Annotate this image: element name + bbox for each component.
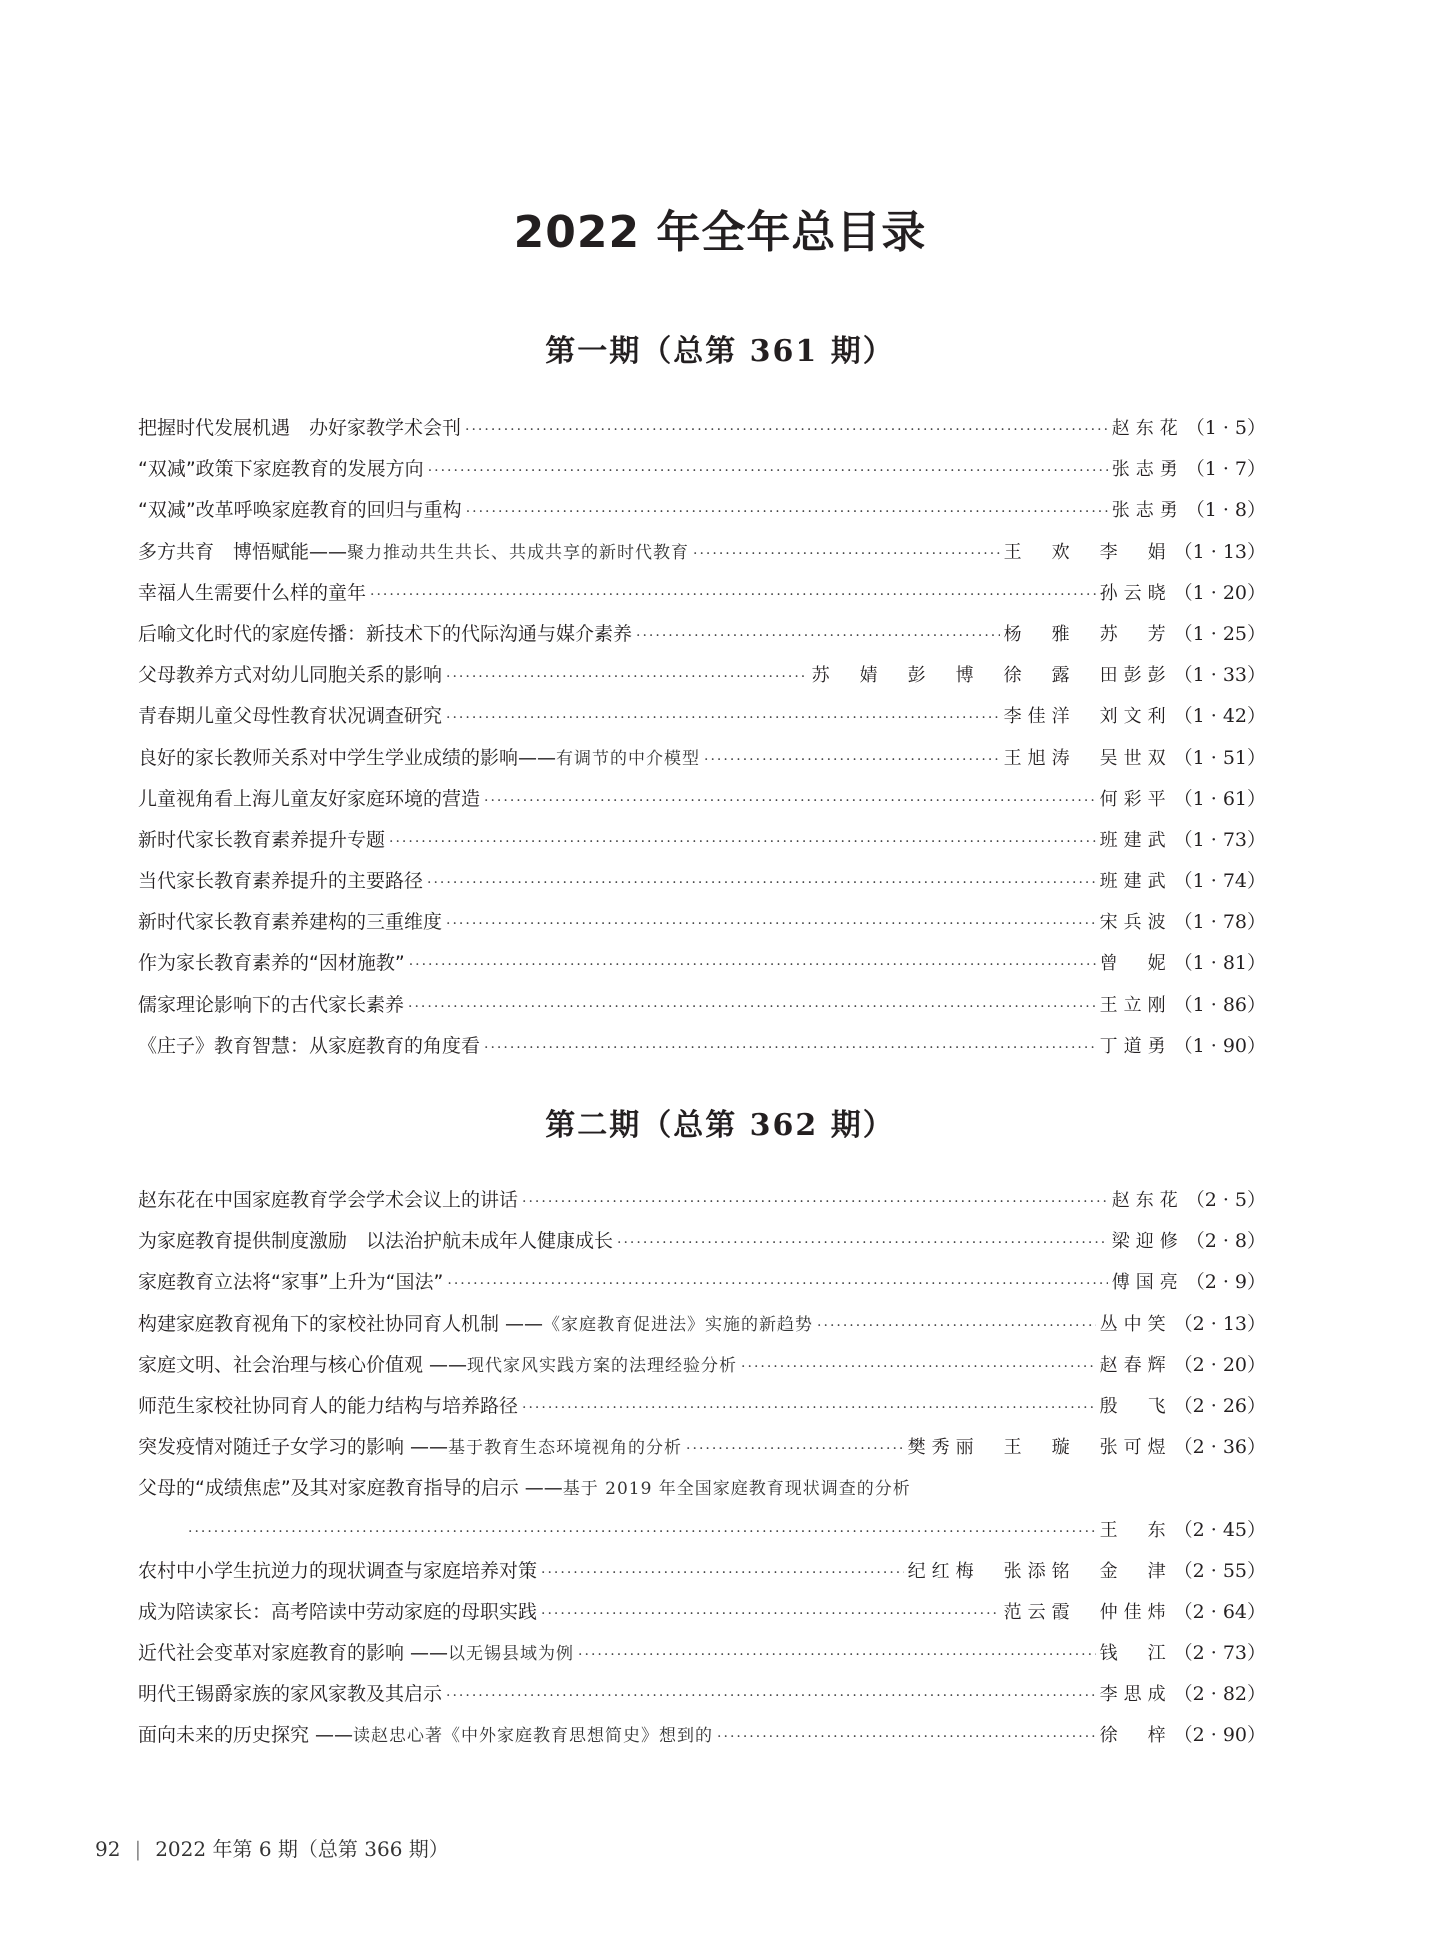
entry-page-ref: （2 · 73）	[1173, 1642, 1266, 1665]
entry-page-ref: （1 · 42）	[1173, 705, 1266, 728]
section-issue-2	[0, 1104, 1440, 1148]
entry-author: 丁道勇	[1099, 1035, 1172, 1057]
entry-author: 李佳洋 刘文利	[1003, 706, 1172, 728]
toc-entry	[138, 820, 1266, 861]
toc-entry	[138, 1427, 1266, 1468]
toc-entry	[138, 1345, 1266, 1386]
entry-subtitle: 现代家风实践方案的法理经验分析	[467, 1355, 738, 1376]
entry-title: 成为陪读家长：高考陪读中劳动家庭的母职实践	[138, 1600, 538, 1623]
toc-entry	[138, 1386, 1266, 1427]
entry-subtitle: 《家庭教育促进法》实施的新趋势	[543, 1314, 814, 1335]
entry-page-ref: （1 · 86）	[1173, 993, 1266, 1016]
entry-subtitle: 读赵忠心著《中外家庭教育思想简史》想到的	[353, 1726, 714, 1747]
entry-page-ref: （1 · 73）	[1173, 828, 1266, 851]
toc-entry	[138, 1026, 1266, 1067]
toc-entry	[138, 449, 1266, 490]
entry-author: 范云霞 仲佳炜	[1003, 1601, 1172, 1623]
toc-list-issue-2	[138, 1180, 1266, 1757]
entry-title: 新时代家长教育素养建构的三重维度	[138, 911, 443, 934]
section-title: 第一期（总第 361 期）	[545, 334, 895, 369]
entry-author: 孙云晓	[1099, 582, 1172, 604]
entry-title: 幸福人生需要什么样的童年	[138, 581, 367, 604]
entry-title: “双减”政策下家庭教育的发展方向	[138, 458, 424, 481]
entry-title: 《庄子》教育智慧：从家庭教育的角度看	[138, 1034, 481, 1057]
entry-author: 何彩平	[1099, 788, 1172, 810]
entry-page-ref: （2 · 45）	[1173, 1518, 1266, 1541]
entry-page-ref: （1 · 8）	[1185, 499, 1266, 522]
entry-title: 当代家长教育素养提升的主要路径	[138, 870, 424, 893]
toc-entry	[138, 408, 1266, 449]
entry-title: 良好的家长教师关系对中学生学业成绩的影响——	[138, 746, 557, 769]
entry-author: 班建武	[1099, 829, 1172, 851]
entry-page-ref: （1 · 25）	[1173, 622, 1266, 645]
entry-page-ref: （1 · 78）	[1173, 911, 1266, 934]
entry-title: 后喻文化时代的家庭传播：新技术下的代际沟通与媒介素养	[138, 622, 633, 645]
leader-dots	[446, 904, 1096, 945]
toc-entry	[138, 1262, 1266, 1303]
leader-dots	[693, 534, 1000, 575]
entry-author: 班建武	[1099, 871, 1172, 893]
toc-entry	[138, 943, 1266, 984]
toc-list-issue-1	[138, 408, 1266, 1067]
leader-dots	[188, 1512, 1096, 1553]
entry-author: 赵春辉	[1099, 1354, 1172, 1376]
entry-author: 王 东	[1099, 1519, 1172, 1541]
entry-page-ref: （2 · 55）	[1173, 1559, 1266, 1582]
toc-entry	[138, 738, 1266, 779]
entry-page-ref: （2 · 82）	[1173, 1683, 1266, 1706]
section-issue-1	[0, 330, 1440, 374]
toc-entry	[138, 614, 1266, 655]
entry-author: 赵东花	[1111, 418, 1184, 439]
entry-subtitle: 有调节的中介模型	[556, 748, 701, 769]
entry-author: 赵东花	[1111, 1190, 1184, 1211]
entry-page-ref: （2 · 20）	[1173, 1353, 1266, 1376]
leader-dots	[447, 1264, 1107, 1305]
entry-page-ref: （2 · 36）	[1173, 1436, 1266, 1459]
toc-entry	[138, 573, 1266, 614]
entry-page-ref: （1 · 74）	[1173, 870, 1266, 893]
entry-page-ref: （1 · 51）	[1173, 746, 1266, 769]
toc-entry	[138, 1180, 1266, 1221]
leader-dots	[446, 1676, 1096, 1717]
toc-entry	[138, 1715, 1266, 1756]
entry-author: 李思成	[1099, 1684, 1172, 1706]
entry-title: 多方共育 博悟赋能——	[138, 540, 348, 563]
entry-author: 徐 梓	[1099, 1725, 1172, 1747]
entry-title: 赵东花在中国家庭教育学会学术会议上的讲话	[138, 1189, 519, 1211]
entry-author: 丛中笑	[1099, 1313, 1172, 1335]
leader-dots	[465, 410, 1108, 451]
entry-page-ref: （2 · 9）	[1185, 1271, 1266, 1294]
leader-dots	[522, 1182, 1108, 1223]
entry-title: 儒家理论影响下的古代家长素养	[138, 993, 405, 1016]
toc-entry	[138, 1304, 1266, 1345]
entry-subtitle: 聚力推动共生共长、共成共享的新时代教育	[347, 542, 690, 563]
leader-dots	[370, 575, 1096, 616]
entry-author: 杨 雅 苏 芳	[1003, 623, 1172, 645]
entry-title: 为家庭教育提供制度激励 以法治护航未成年人健康成长	[138, 1230, 614, 1253]
leader-dots	[636, 616, 1000, 657]
toc-entry	[138, 902, 1266, 943]
entry-author: 傅国亮	[1111, 1272, 1184, 1294]
section-title: 第二期（总第 362 期）	[545, 1108, 895, 1143]
entry-author: 张志勇	[1111, 500, 1184, 522]
entry-page-ref: （2 · 5）	[1185, 1189, 1266, 1211]
entry-page-ref: （2 · 64）	[1173, 1600, 1266, 1623]
entry-author: 宋兵波	[1099, 912, 1172, 934]
leader-dots	[578, 1635, 1096, 1676]
footer-issue: 2022 年第 6 期（总第 366 期）	[155, 1837, 449, 1861]
entry-page-ref: （1 · 13）	[1173, 540, 1266, 563]
leader-dots	[717, 1717, 1096, 1758]
entry-title: 面向未来的历史探究 ——	[138, 1724, 354, 1747]
leader-dots	[409, 945, 1096, 986]
leader-dots	[389, 822, 1096, 863]
entry-title: 农村中小学生抗逆力的现状调查与家庭培养对策	[138, 1559, 538, 1582]
leader-dots	[446, 698, 1000, 739]
leader-dots	[741, 1347, 1096, 1388]
entry-page-ref: （1 · 81）	[1173, 952, 1266, 975]
entry-author: 钱 江	[1099, 1643, 1172, 1665]
entry-subtitle: 基于教育生态环境视角的分析	[448, 1438, 683, 1459]
toc-entry	[138, 779, 1266, 820]
page-footer	[95, 1834, 449, 1864]
leader-dots	[408, 987, 1096, 1028]
toc-entry	[138, 1592, 1266, 1633]
leader-dots	[446, 657, 808, 698]
entry-title: 家庭文明、社会治理与核心价值观 ——	[138, 1353, 468, 1376]
toc-entry	[138, 861, 1266, 902]
page-number: 92	[95, 1837, 121, 1861]
entry-title: 近代社会变革对家庭教育的影响 ——	[138, 1642, 449, 1665]
entry-subtitle: 以无锡县域为例	[448, 1644, 575, 1665]
entry-title: 明代王锡爵家族的家风家教及其启示	[138, 1683, 443, 1706]
leader-dots	[686, 1429, 904, 1470]
leader-dots	[522, 1388, 1096, 1429]
leader-dots	[541, 1594, 1000, 1635]
entry-author: 殷 飞	[1099, 1395, 1172, 1417]
toc-entry	[138, 985, 1266, 1026]
toc-entry	[138, 490, 1266, 531]
entry-page-ref: （1 · 5）	[1185, 417, 1266, 439]
leader-dots	[427, 863, 1096, 904]
toc-entry	[138, 1674, 1266, 1715]
entry-page-ref: （1 · 90）	[1173, 1034, 1266, 1057]
entry-title: 构建家庭教育视角下的家校社协同育人机制 ——	[138, 1312, 544, 1335]
entry-author: 王旭涛 吴世双	[1003, 747, 1172, 769]
entry-title: “双减”改革呼唤家庭教育的回归与重构	[138, 499, 462, 522]
entry-title: 把握时代发展机遇 办好家教学术会刊	[138, 417, 462, 439]
entry-page-ref: （1 · 61）	[1173, 787, 1266, 810]
entry-title: 青春期儿童父母性教育状况调查研究	[138, 705, 443, 728]
toc-entry	[138, 532, 1266, 573]
entry-author: 曾 妮	[1099, 953, 1172, 975]
entry-page-ref: （2 · 13）	[1173, 1312, 1266, 1335]
entry-title: 家庭教育立法将“家事”上升为“国法”	[138, 1271, 444, 1294]
toc-entry	[138, 1551, 1266, 1592]
leader-dots	[428, 451, 1108, 492]
entry-author: 梁迎修	[1111, 1231, 1184, 1253]
entry-title: 师范生家校社协同育人的能力结构与培养路径	[138, 1394, 519, 1417]
entry-page-ref: （2 · 8）	[1185, 1230, 1266, 1253]
toc-entry	[138, 696, 1266, 737]
toc-entry	[138, 655, 1266, 696]
entry-author: 王 欢 李 娟	[1003, 541, 1172, 563]
toc-entry	[138, 1221, 1266, 1262]
entry-title: 突发疫情对随迁子女学习的影响 ——	[138, 1436, 449, 1459]
toc-entry	[138, 1468, 1266, 1509]
entry-author: 张志勇	[1111, 459, 1184, 481]
entry-author: 苏 婧 彭 博 徐 露 田彭彭	[811, 665, 1172, 687]
entry-author: 王立刚	[1099, 994, 1172, 1016]
toc-entry	[138, 1633, 1266, 1674]
page-title: 2022 年全年总目录	[513, 207, 927, 258]
entry-subtitle: 基于 2019 年全国家庭教育现状调查的分析	[562, 1479, 911, 1500]
entry-page-ref: （2 · 26）	[1173, 1394, 1266, 1417]
entry-page-ref: （1 · 20）	[1173, 581, 1266, 604]
leader-dots	[541, 1553, 904, 1594]
leader-dots	[484, 1028, 1096, 1069]
entry-title: 父母教养方式对幼儿同胞关系的影响	[138, 664, 443, 687]
leader-dots	[817, 1306, 1096, 1347]
leader-dots	[484, 781, 1096, 822]
entry-author: 樊秀丽 王 璇 张可煜	[907, 1437, 1172, 1459]
entry-page-ref: （1 · 7）	[1185, 458, 1266, 481]
leader-dots	[617, 1223, 1108, 1264]
leader-dots	[704, 740, 1000, 781]
entry-title: 新时代家长教育素养提升专题	[138, 828, 386, 851]
entry-title: 儿童视角看上海儿童友好家庭环境的营造	[138, 787, 481, 810]
entry-page-ref: （2 · 90）	[1173, 1724, 1266, 1747]
entry-title: 作为家长教育素养的“因材施教”	[138, 952, 405, 975]
entry-author: 纪红梅 张添铭 金 津	[907, 1560, 1172, 1582]
toc-entry	[138, 1510, 1266, 1551]
footer-separator: |	[134, 1837, 142, 1861]
entry-title: 父母的“成绩焦虑”及其对家庭教育指导的启示 ——	[138, 1477, 563, 1500]
entry-page-ref: （1 · 33）	[1173, 664, 1266, 687]
leader-dots	[466, 492, 1108, 533]
